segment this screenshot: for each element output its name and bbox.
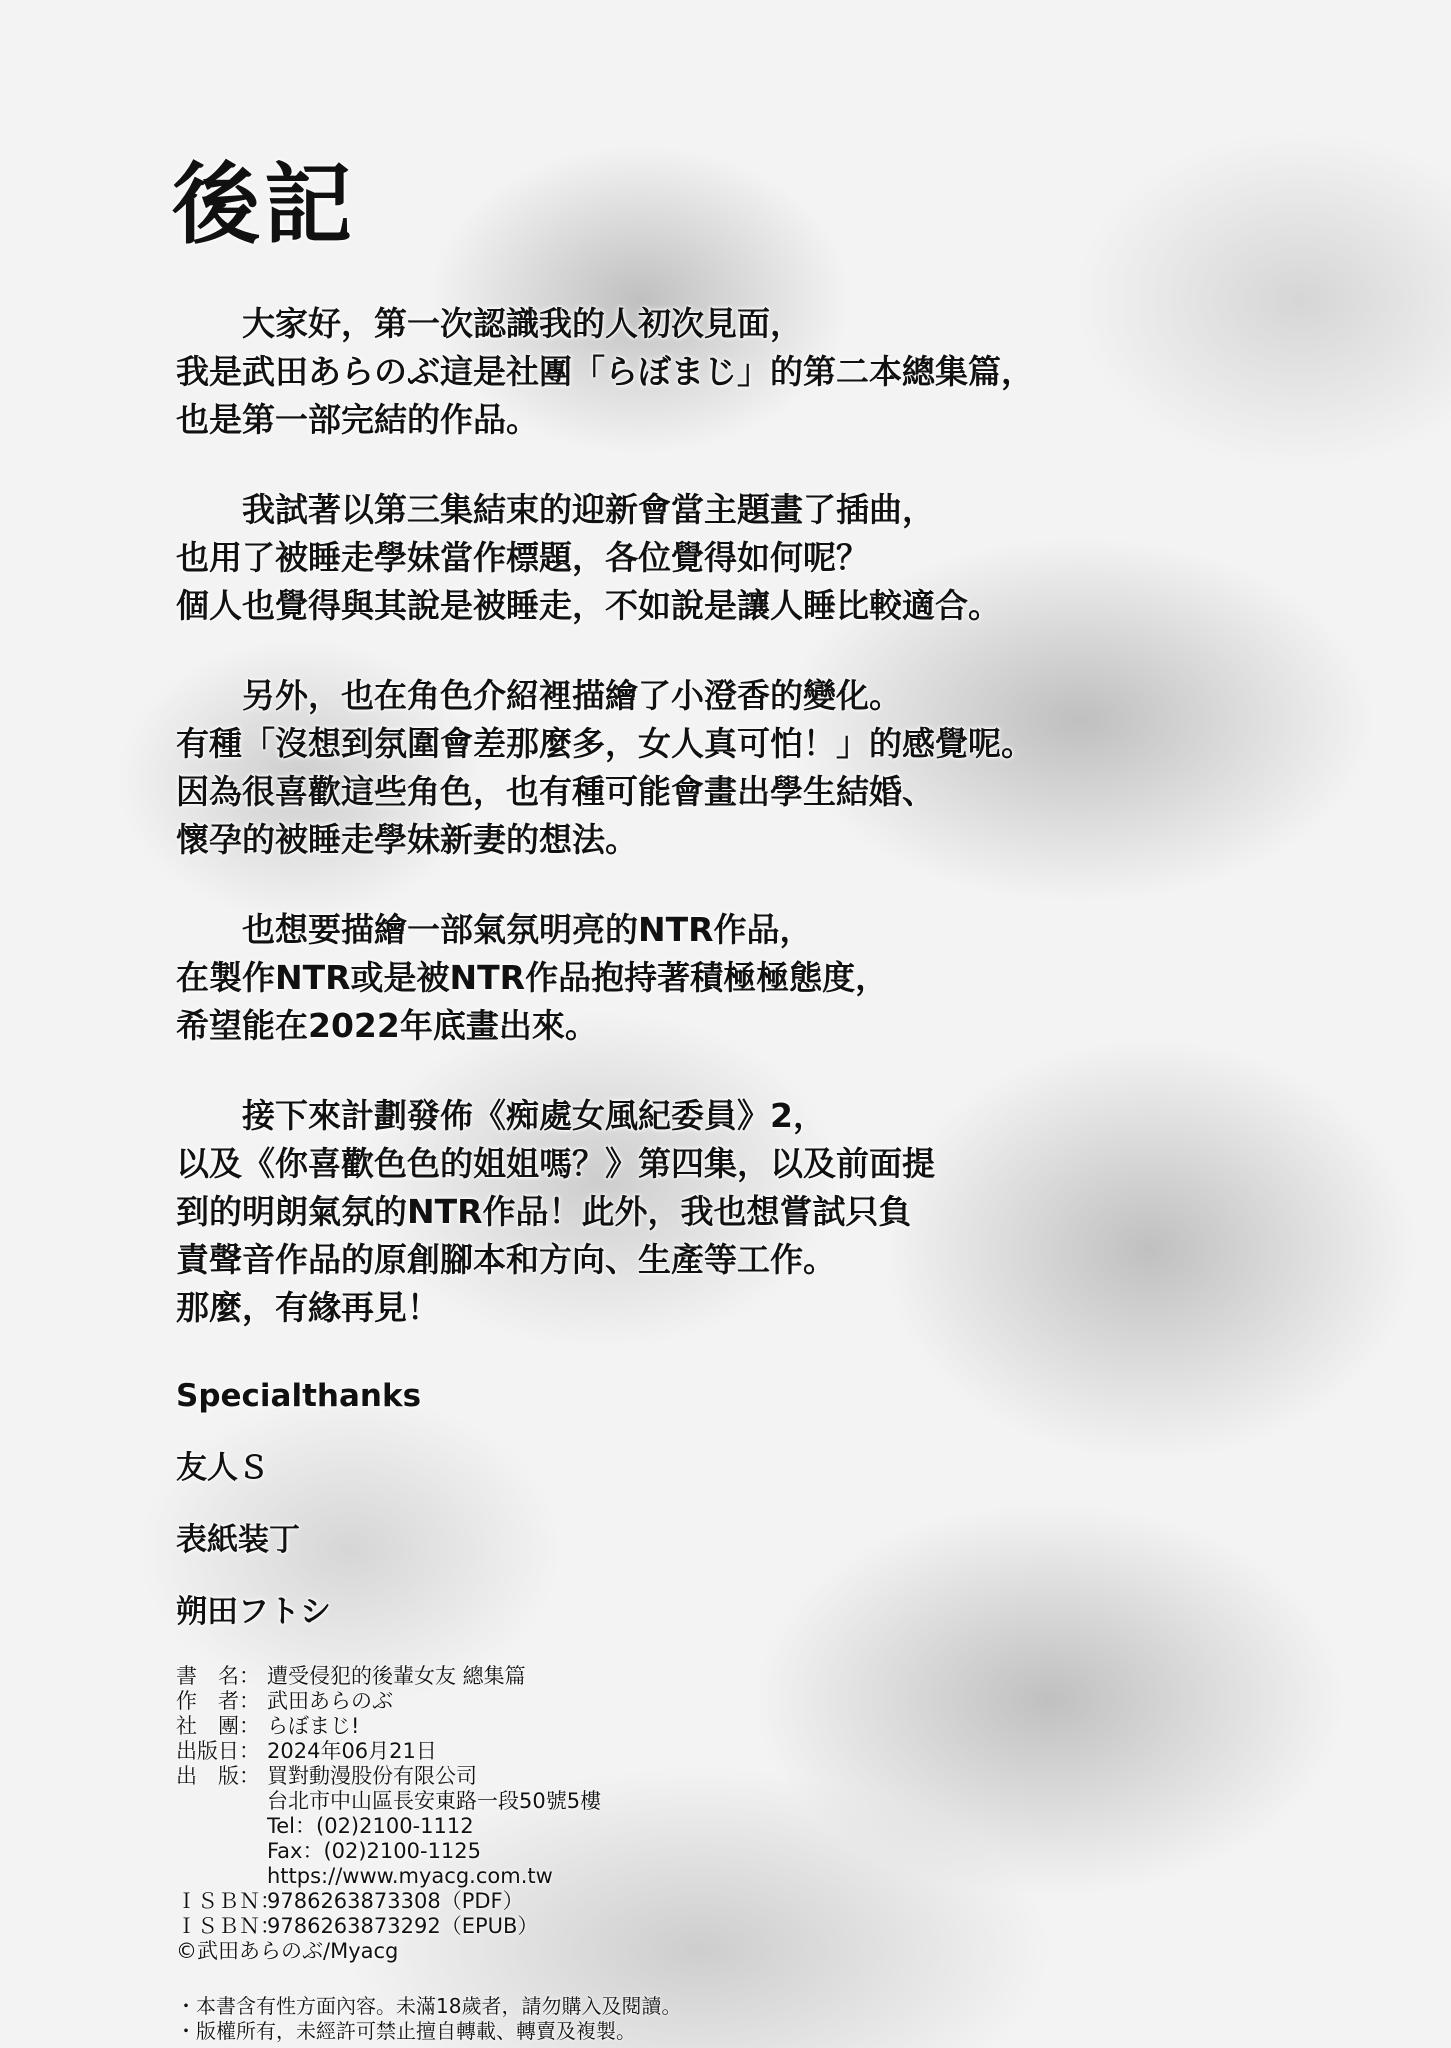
colophon-author <box>176 1689 1356 1714</box>
text-line: 也是第一部完結的作品。 <box>176 400 539 439</box>
text-line: 因為很喜歡這些角色，也有種可能會畫出學生結婚、 <box>176 772 935 811</box>
colophon-label: 出 版： <box>176 1764 260 1788</box>
colophon-value: 武田あらのぶ <box>267 1689 393 1713</box>
thanks-item: 表紙装丁 <box>176 1522 300 1558</box>
legal-notes <box>176 1994 1356 2044</box>
colophon-label: 書 名： <box>176 1664 260 1688</box>
colophon-value: Tel：(02)2100-1112 <box>267 1814 474 1838</box>
colophon-value: https://www.myacg.com.tw <box>267 1864 553 1888</box>
colophon-value: ©武田あらのぶ/Myacg <box>176 1939 399 1963</box>
thanks-item: 朔田フトシ <box>176 1594 331 1630</box>
colophon-value: Fax：(02)2100-1125 <box>267 1839 482 1863</box>
paragraph-4 <box>176 906 1356 1050</box>
colophon-value: 台北市中山區長安東路一段50號5樓 <box>267 1789 602 1813</box>
colophon-address <box>176 1789 1356 1814</box>
special-thanks <box>176 1376 1356 1632</box>
text-line: 希望能在2022年底畫出來。 <box>176 1006 598 1045</box>
paragraph-5 <box>176 1092 1356 1332</box>
text-line: 也用了被睡走學妹當作標題，各位覺得如何呢？ <box>176 538 869 577</box>
colophon-tel <box>176 1814 1356 1839</box>
colophon-value: 9786263873308（PDF） <box>267 1889 524 1913</box>
colophon-value: 買對動漫股份有限公司 <box>267 1764 477 1788</box>
text-line: 大家好，第一次認識我的人初次見面， <box>176 304 803 343</box>
text-line: 責聲音作品的原創腳本和方向、生產等工作。 <box>176 1240 836 1279</box>
colophon-copyright <box>176 1939 1356 1964</box>
paragraph-3 <box>176 672 1356 864</box>
text-line: 有種「沒想到氛圍會差那麼多，女人真可怕！」的感覺呢。 <box>176 724 1034 763</box>
colophon-book <box>176 1664 1356 1689</box>
text-line: 我試著以第三集結束的迎新會當主題畫了插曲， <box>176 490 935 529</box>
thanks-heading: Specialthanks <box>176 1378 422 1414</box>
colophon-isbn-epub <box>176 1914 1356 1939</box>
legal-note: ・版權所有，未經許可禁止擅自轉載、轉賣及複製。 <box>176 2019 636 2043</box>
colophon <box>176 1664 1356 1964</box>
text-line: 到的明朗氣氛的NTR作品！此外，我也想嘗試只負 <box>176 1192 912 1231</box>
text-line: 個人也覺得與其說是被睡走，不如說是讓人睡比較適合。 <box>176 586 1001 625</box>
colophon-label: 出版日： <box>176 1739 260 1763</box>
thanks-item: 友人Ｓ <box>176 1450 269 1486</box>
colophon-circle <box>176 1714 1356 1739</box>
colophon-fax <box>176 1839 1356 1864</box>
colophon-value: 9786263873292（EPUB） <box>267 1914 539 1938</box>
colophon-label: ＩＳＢＮ： <box>176 1889 281 1913</box>
colophon-value: 2024年06月21日 <box>267 1739 437 1763</box>
text-line: 也想要描繪一部氣氛明亮的NTR作品， <box>176 910 813 949</box>
afterword-page <box>172 150 1356 2044</box>
page-title: 後記 <box>172 153 357 256</box>
paragraph-2 <box>176 486 1356 630</box>
colophon-label: 社 團： <box>176 1714 260 1738</box>
text-line: 接下來計劃發佈《痴處女風紀委員》2， <box>176 1096 826 1135</box>
text-line: 另外，也在角色介紹裡描繪了小澄香的變化。 <box>176 676 902 715</box>
colophon-publisher <box>176 1764 1356 1789</box>
text-line: 以及《你喜歡色色的姐姐嗎？》第四集，以及前面提 <box>176 1144 935 1183</box>
text-line: 那麼，有緣再見！ <box>176 1288 440 1327</box>
colophon-isbn-pdf <box>176 1889 1356 1914</box>
text-line: 在製作NTR或是被NTR作品抱持著積極極態度， <box>176 958 889 997</box>
paragraph-1 <box>176 300 1356 444</box>
legal-note: ・本書含有性方面內容。未滿18歲者，請勿購入及閱讀。 <box>176 1994 682 2018</box>
colophon-value: 遭受侵犯的後輩女友 總集篇 <box>267 1664 526 1688</box>
colophon-value: らぼまじ! <box>267 1714 360 1738</box>
colophon-label: ＩＳＢＮ： <box>176 1914 281 1938</box>
text-line: 我是武田あらのぶ這是社團「らぼまじ」的第二本總集篇， <box>176 352 1034 391</box>
text-line: 懷孕的被睡走學妹新妻的想法。 <box>176 820 638 859</box>
colophon-date <box>176 1739 1356 1764</box>
colophon-label: 作 者： <box>176 1689 260 1713</box>
colophon-url <box>176 1864 1356 1889</box>
